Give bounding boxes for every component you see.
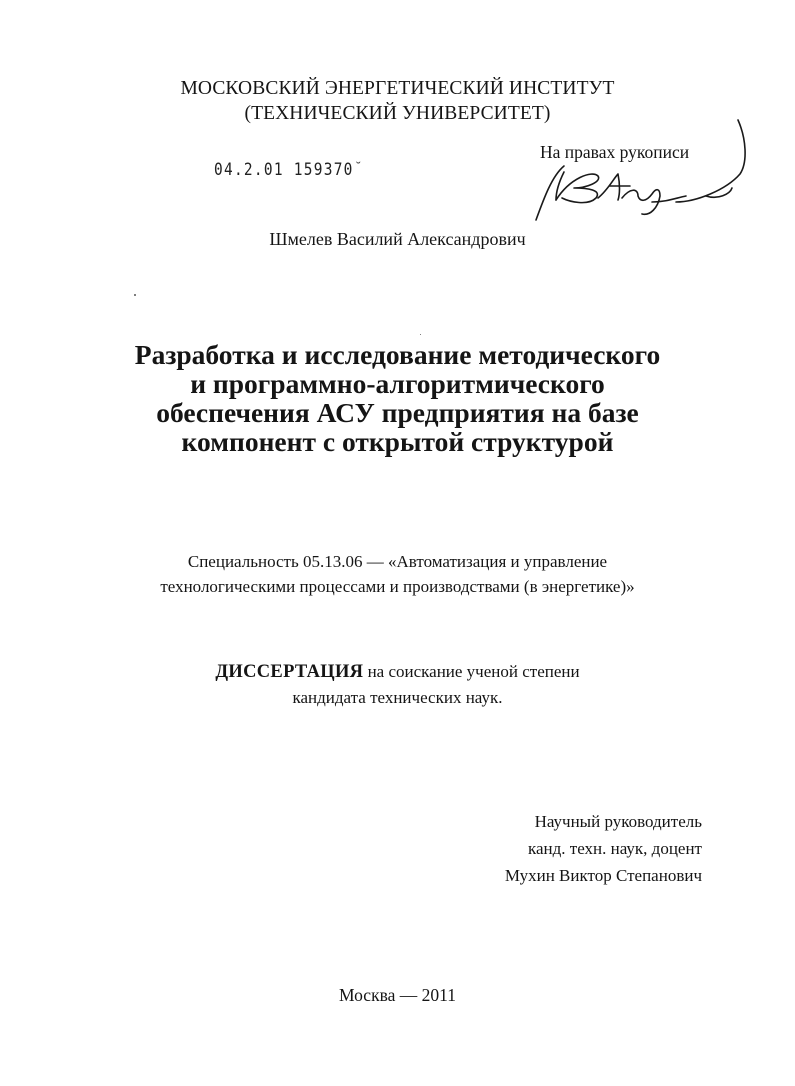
institute-subtitle: (ТЕХНИЧЕСКИЙ УНИВЕРСИТЕТ) [244,103,551,124]
dissertation-title [0,340,795,456]
title-line: компонент с открытой структурой [181,426,614,457]
institute-name: МОСКОВСКИЙ ЭНЕРГЕТИЧЕСКИЙ ИНСТИТУТ [180,78,615,99]
title-line: Разработка и исследование методического [134,339,661,370]
degree-line-rest: на соискание ученой степени [363,662,580,681]
author-name: Шмелев Василий Александрович [269,229,526,249]
scan-speck [420,334,421,335]
supervisor-degree: канд. техн. наук, доцент [527,839,702,858]
city-year: Москва — 2011 [339,985,456,1005]
degree-name: кандидата технических наук. [292,688,503,707]
supervisor-block [505,808,702,889]
title-line: и программно-алгоритмического [190,368,605,399]
registration-stamp-number: 04.2.01 159370 [214,160,354,180]
title-line: обеспечения АСУ предприятия на базе [156,397,639,428]
supervisor-name: Мухин Виктор Степанович [504,866,702,885]
specialty-line: технологическими процессами и производствами (в энергетике)» [160,577,635,596]
supervisor-role: Научный руководитель [534,812,702,831]
dissertation-label: ДИССЕРТАЦИЯ [215,662,364,682]
stamp-mark: ˘ [356,160,361,175]
degree-line [0,659,795,685]
manuscript-note: На правах рукописи [540,142,690,162]
specialty-block [0,549,795,599]
handwritten-signature [526,118,756,233]
specialty-line: Специальность 05.13.06 — «Автоматизация и управление [187,552,608,571]
degree-block [0,659,795,710]
scan-speck [134,294,136,296]
